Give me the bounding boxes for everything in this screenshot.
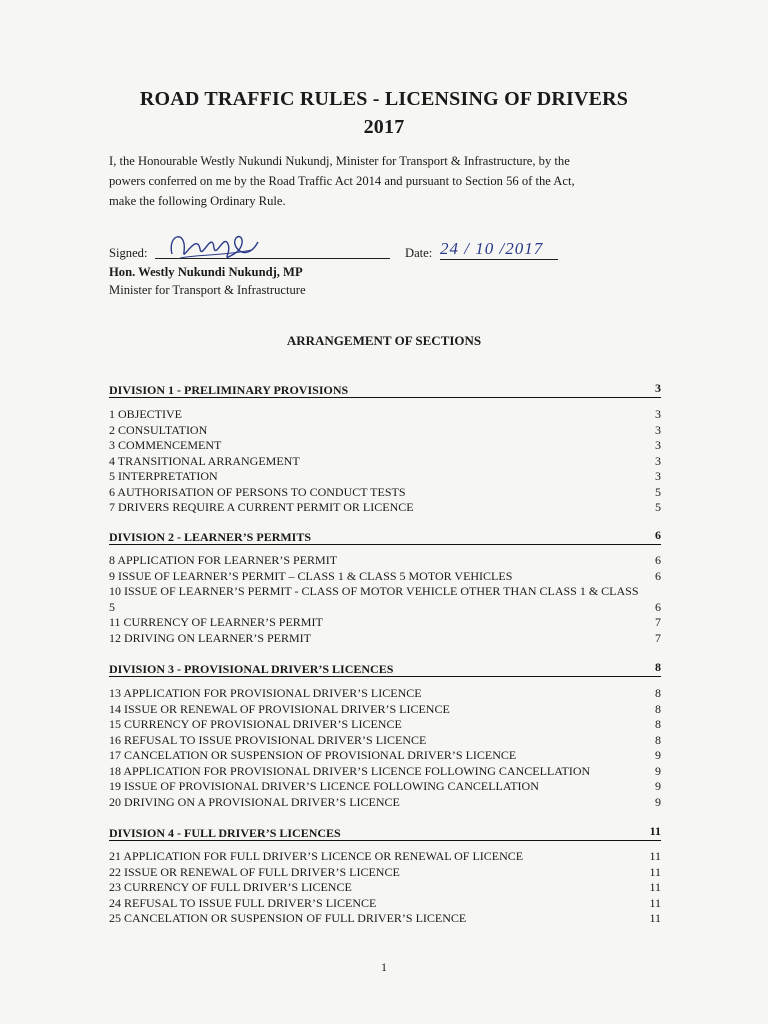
toc-entry bbox=[109, 748, 661, 764]
toc-entry-page: 8 bbox=[655, 717, 661, 731]
document-year: 2017 bbox=[363, 116, 405, 138]
toc-entry bbox=[109, 485, 661, 501]
toc-entry bbox=[109, 423, 661, 439]
toc-entry bbox=[109, 407, 661, 423]
toc-entry-title: 23 CURRENCY OF FULL DRIVER’S LICENCE bbox=[109, 880, 352, 894]
toc-entry-title: 15 CURRENCY OF PROVISIONAL DRIVER’S LICENCE bbox=[109, 717, 402, 731]
toc-entry-title: 5 bbox=[109, 599, 115, 614]
division-heading bbox=[109, 826, 661, 841]
handwritten-date: 24 / 10 /2017 bbox=[440, 239, 544, 258]
toc-entry-page: 3 bbox=[655, 438, 661, 452]
toc-entry bbox=[109, 600, 661, 616]
toc-entry-page: 8 bbox=[655, 732, 661, 747]
division-heading bbox=[109, 530, 661, 545]
toc-entry-title: 3 COMMENCEMENT bbox=[109, 438, 222, 452]
toc-entry-page: 11 bbox=[649, 911, 661, 925]
toc-entry bbox=[109, 865, 661, 881]
toc-entry bbox=[109, 849, 661, 865]
toc-entry-page: 11 bbox=[649, 895, 661, 910]
toc-entry bbox=[109, 631, 661, 647]
preamble-line: I, the Honourable Westly Nukundi Nukundj, Minister for Transport & Infrastructure, by the bbox=[109, 154, 570, 168]
toc-entry bbox=[109, 686, 661, 702]
toc-entry bbox=[109, 880, 661, 896]
toc-entry bbox=[109, 896, 661, 912]
date-line bbox=[440, 259, 558, 260]
preamble-line: powers conferred on me by the Road Traffic Act 2014 and pursuant to Section 56 of the Act, bbox=[109, 174, 575, 188]
toc-entry-title: 25 CANCELATION OR SUSPENSION OF FULL DRIVER’S LICENCE bbox=[109, 911, 467, 925]
toc-entry-page: 8 bbox=[655, 686, 661, 700]
toc-entry-title: 14 ISSUE OR RENEWAL OF PROVISIONAL DRIVER’S LICENCE bbox=[109, 701, 450, 716]
toc-entry-page: 6 bbox=[655, 553, 661, 567]
toc-entry-page: 3 bbox=[655, 453, 661, 468]
toc-entry-page: 6 bbox=[655, 568, 661, 583]
toc-entry-title: 19 ISSUE OF PROVISIONAL DRIVER’S LICENCE FOLLOWING CANCELLATION bbox=[109, 779, 539, 793]
toc-entry-title: 12 DRIVING ON LEARNER’S PERMIT bbox=[109, 630, 311, 645]
toc-entry bbox=[109, 454, 661, 470]
toc-entry-page: 7 bbox=[655, 615, 661, 629]
document-title: ROAD TRAFFIC RULES - LICENSING OF DRIVERS bbox=[139, 88, 629, 110]
toc-entry bbox=[109, 764, 661, 780]
division-page: 8 bbox=[655, 660, 661, 674]
toc-entry bbox=[109, 717, 661, 733]
toc-entry-title: 6 AUTHORISATION OF PERSONS TO CONDUCT TESTS bbox=[109, 484, 406, 499]
division-title: DIVISION 4 - FULL DRIVER’S LICENCES bbox=[109, 826, 341, 840]
toc-entry-page: 9 bbox=[655, 794, 661, 809]
handwritten-signature bbox=[162, 224, 272, 269]
toc-entry-title: 2 CONSULTATION bbox=[109, 422, 208, 437]
division-title: DIVISION 2 - LEARNER’S PERMITS bbox=[109, 530, 312, 544]
toc-entry bbox=[109, 911, 661, 927]
toc-entry-title: 10 ISSUE OF LEARNER’S PERMIT - CLASS OF MOTOR VEHICLE OTHER THAN CLASS 1 & CLASS bbox=[109, 584, 639, 598]
toc-entry-page: 11 bbox=[649, 849, 661, 863]
toc-entry-page: 9 bbox=[655, 748, 661, 762]
toc-entry-page: 7 bbox=[655, 630, 661, 645]
division-page: 3 bbox=[655, 381, 661, 395]
toc-entry-page: 5 bbox=[655, 500, 661, 514]
toc-entry-page: 5 bbox=[655, 484, 661, 499]
toc-entry-title: 4 TRANSITIONAL ARRANGEMENT bbox=[109, 453, 300, 468]
toc-entry-title: 18 APPLICATION FOR PROVISIONAL DRIVER’S LICENCE FOLLOWING CANCELLATION bbox=[109, 763, 591, 778]
toc-entry-title: 22 ISSUE OR RENEWAL OF FULL DRIVER’S LICENCE bbox=[109, 864, 400, 879]
toc-entry-title: 20 DRIVING ON A PROVISIONAL DRIVER’S LICENCE bbox=[109, 794, 400, 809]
toc-entry-page: 3 bbox=[655, 469, 661, 483]
toc-entry bbox=[109, 615, 661, 631]
signed-label: Signed: bbox=[109, 246, 148, 260]
toc-entry-title: 9 ISSUE OF LEARNER’S PERMIT – CLASS 1 & CLASS 5 MOTOR VEHICLES bbox=[109, 568, 513, 583]
toc-entry-title: 24 REFUSAL TO ISSUE FULL DRIVER’S LICENCE bbox=[109, 895, 377, 910]
division-title: DIVISION 1 - PRELIMINARY PROVISIONS bbox=[109, 383, 349, 397]
minister-role: Minister for Transport & Infrastructure bbox=[109, 283, 306, 297]
toc-entry bbox=[109, 553, 661, 569]
division-title: DIVISION 3 - PROVISIONAL DRIVER’S LICENCES bbox=[109, 662, 394, 676]
toc-entry bbox=[109, 779, 661, 795]
toc-entry-page: 6 bbox=[655, 599, 661, 614]
toc-entry-title: 13 APPLICATION FOR PROVISIONAL DRIVER’S LICENCE bbox=[109, 686, 422, 700]
toc-entry bbox=[109, 569, 661, 585]
page-number: 1 bbox=[381, 960, 387, 974]
toc-entry-title: 8 APPLICATION FOR LEARNER’S PERMIT bbox=[109, 553, 338, 567]
minister-name: Hon. Westly Nukundi Nukundj, MP bbox=[109, 265, 303, 279]
toc-entry-title: 17 CANCELATION OR SUSPENSION OF PROVISIONAL DRIVER’S LICENCE bbox=[109, 748, 517, 762]
toc-entry-page: 8 bbox=[655, 701, 661, 716]
toc-entry-page: 9 bbox=[655, 763, 661, 778]
toc-entry-title: 7 DRIVERS REQUIRE A CURRENT PERMIT OR LICENCE bbox=[109, 500, 414, 514]
date-label: Date: bbox=[405, 246, 433, 260]
toc-entry bbox=[109, 702, 661, 718]
division-heading bbox=[109, 383, 661, 398]
toc-entry-page: 3 bbox=[655, 407, 661, 421]
division-page: 11 bbox=[649, 824, 661, 838]
toc-entry-title: 16 REFUSAL TO ISSUE PROVISIONAL DRIVER’S LICENCE bbox=[109, 732, 427, 747]
division-heading bbox=[109, 662, 661, 677]
toc-entry-title: 21 APPLICATION FOR FULL DRIVER’S LICENCE OR RENEWAL OF LICENCE bbox=[109, 849, 524, 863]
toc-entry-page: 11 bbox=[649, 880, 661, 894]
toc-entry-title: 11 CURRENCY OF LEARNER’S PERMIT bbox=[109, 615, 323, 629]
toc-entry-page: 11 bbox=[649, 864, 661, 879]
division-page: 6 bbox=[655, 528, 661, 542]
toc-entry-title: 1 OBJECTIVE bbox=[109, 407, 182, 421]
toc-entry bbox=[109, 500, 661, 516]
arrangement-heading: ARRANGEMENT OF SECTIONS bbox=[286, 333, 482, 348]
toc-entry-page: 9 bbox=[655, 779, 661, 793]
toc-entry bbox=[109, 733, 661, 749]
toc-entry bbox=[109, 795, 661, 811]
toc-entry bbox=[109, 584, 661, 600]
toc-entry-page: 3 bbox=[655, 422, 661, 437]
toc-entry-title: 5 INTERPRETATION bbox=[109, 469, 218, 483]
preamble-line: make the following Ordinary Rule. bbox=[109, 194, 286, 208]
toc-entry bbox=[109, 438, 661, 454]
toc-entry bbox=[109, 469, 661, 485]
preamble bbox=[109, 151, 669, 211]
